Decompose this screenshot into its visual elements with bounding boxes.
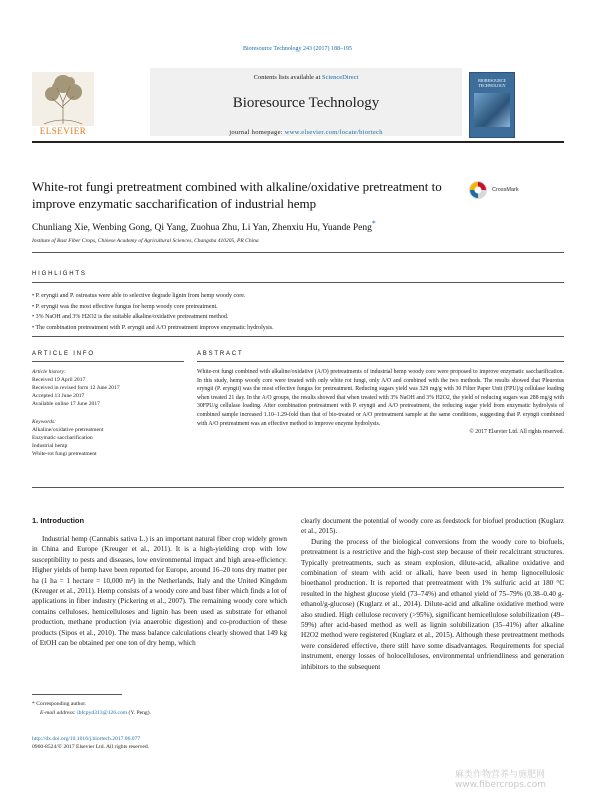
affiliation: Institute of Bast Fiber Crops, Chinese Academy of Agricultural Sciences, Changsha 410205, PR China	[32, 238, 259, 244]
intro-paragraph: clearly document the potential of woody core as feedstock for biofuel production (Kuglarz et al., 2015).	[301, 517, 564, 536]
highlight-item: • P. eryngii was the most effective fungus for hemp woody core pretreatment.	[32, 302, 564, 313]
elsevier-wordmark: ELSEVIER	[39, 126, 87, 136]
keyword-item: Enzymatic saccharification	[32, 435, 93, 441]
highlight-item: • 3% NaOH and 3% H2O2 is the suitable alkaline/oxidative pretreatment method.	[32, 312, 564, 323]
highlights-list	[32, 291, 564, 333]
history-item: Accepted 13 June 2017	[32, 393, 85, 399]
section-rule	[32, 336, 564, 337]
site-watermark: 麻类作物营养与施肥网 www.fibercrops.com	[455, 770, 546, 790]
footnote-mark: *	[32, 701, 35, 707]
article-title: White-rot fungi pretreatment combined with alkaline/oxidative pretreatment to improve enzymatic saccharification of industrial hemp	[32, 179, 442, 211]
journal-cover-thumbnail[interactable]	[469, 72, 515, 138]
keyword-item: Industrial hemp	[32, 443, 68, 449]
abstract-text: White-rot fungi combined with alkaline/oxidative (A/O) pretreatments of industrial hemp woody core were proposed to improve enzymatic saccharification. In this study, hemp woody core were treated with only white rot fungi, only A/O and combined with the two methods. The results showed that Pleurotus eryngii (P. eryngii) was the most effective fungus for pretreatment. Reducing sugars yield was 329 mg/g with 30 Filter Paper Unit (FPU)/g cellulase loading when treated 21 day. In the A/O groups, the results showed that when treated with 3% NaOH and 3% H2O2, the yield of reducing sugars was 288 mg/g with 30FPU/g cellulase loading. After combination pretreatment with P. eryngii and A/O pretreatment, the reducing sugar yield from enzymatic hydrolysis of combined sample increased 1.10–1.29-fold than that of bio-treated or A/O pretreatment sample at the same conditions, suggesting that P. eryngii combined with A/O pretreatment was an effective method to improve enzyme hydrolysis.	[197, 369, 564, 427]
journal-title: Bioresource Technology	[232, 95, 380, 111]
corresponding-author-mark[interactable]: *	[371, 219, 376, 228]
footnote	[32, 700, 292, 717]
crossmark-badge[interactable]	[468, 180, 528, 200]
contents-prefix: Contents lists available at	[253, 74, 322, 81]
header-rule	[32, 141, 564, 143]
journal-reference[interactable]: Bioresource Technology 243 (2017) 188–195	[242, 46, 353, 52]
keywords-label: Keywords:	[32, 419, 57, 425]
article-info-rule	[32, 361, 184, 362]
email-label: E-mail address:	[40, 709, 78, 716]
highlights-heading: HIGHLIGHTS	[32, 271, 87, 277]
email-suffix: (Y. Peng).	[127, 709, 151, 716]
footnote-rule	[32, 694, 122, 695]
homepage-link[interactable]: www.elsevier.com/locate/biortech	[284, 129, 383, 136]
highlight-item: • The combination pretreatment with P. eryngii and A/O pretreatment improve enzymatic hydrolysis.	[32, 323, 564, 334]
history-item: Received in revised form 12 June 2017	[32, 385, 120, 391]
abstract-rule	[197, 361, 564, 362]
body-column-right	[301, 516, 564, 672]
doi-link[interactable]: http://dx.doi.org/10.1016/j.biortech.2017.06.077	[32, 736, 141, 742]
homepage-prefix: journal homepage:	[229, 129, 285, 136]
keyword-item: Alkaline/oxidative pretreatment	[32, 427, 104, 433]
introduction-heading: 1. Introduction	[32, 516, 85, 525]
abstract-copyright: © 2017 Elsevier Ltd. All rights reserved.	[469, 429, 564, 436]
body-column-left	[32, 534, 287, 648]
corresponding-note	[32, 700, 292, 709]
sciencedirect-link[interactable]: ScienceDirect	[321, 74, 359, 81]
elsevier-tree-logo	[32, 72, 94, 126]
section-rule	[32, 487, 564, 488]
issn-line: 0960-8524/© 2017 Elsevier Ltd. All rights reserved.	[32, 744, 150, 750]
email-note	[32, 709, 292, 718]
author-list	[32, 219, 552, 233]
article-info-heading: ARTICLE INFO	[32, 351, 95, 357]
article-info-block	[32, 368, 184, 458]
email-link[interactable]: ibfcpyd313@126.com	[77, 709, 128, 716]
journal-homepage	[150, 129, 462, 136]
history-label: Article history:	[32, 369, 67, 375]
crossmark-icon	[468, 180, 488, 200]
cover-title: BIORESOURCE TECHNOLOGY	[478, 78, 506, 88]
history-item: Received 19 April 2017	[32, 377, 86, 383]
highlight-item: • P. eryngii and P. ostreatus were able to selective degrade lignin from hemp woody core.	[32, 291, 564, 302]
highlights-rule	[32, 282, 564, 283]
cover-artwork	[474, 93, 510, 127]
history-item: Available online 17 June 2017	[32, 401, 100, 407]
section-rule	[32, 252, 564, 253]
abstract-block	[197, 368, 564, 437]
keyword-item: White-rot fungi pretreatment	[32, 451, 97, 457]
crossmark-label: CrossMark	[492, 187, 519, 193]
contents-line	[150, 74, 462, 81]
intro-paragraph: During the process of the biological conversions from the woody core to biofuels, pretreatment is a restrictive and the high-cost step because of their recalcitrant structures. Typically pretreatments, such as steam explosion, dilute-acid, alkaline oxidative and combination of steam with acid or alkali, have been used in hemp lignocellulosic bioethanol production. It is reported that pretreatment with 1% sulfuric acid at 180 °C resulted in the highest glucose yield (73–74%) and ethanol yield of 75–79% (0.38–0.40 g-ethanol/g-glucose) (Kuglarz et al., 2014). Dilute-acid and alkaline oxidative method were also studied. High cellulose recovery (>95%), significant hemicellulose solubilization (49–59%) after acid-based method as well as lignin solubilization (35–41%) after alkaline H2O2 method were registered (Kuglarz et al., 2015). Although these pretreatment methods were considered effective, there still have some disadvantages. Requirements for special instrument, energy losses of holocelluloses, environmental unfriendliness and generation inhibitors to the subsequent	[301, 537, 564, 671]
intro-paragraph: Industrial hemp (Cannabis sativa L.) is an important natural fiber crop widely grown in China and Europe (Kreuger et al., 2011). It is a high-yielding crop with low susceptibility to pests and diseases, low environmental impact and high area-efficiency. Higher yields of hemp have been reported for Europe, around 16–20 tons dry matter per ha (1 ha = 1 hectare = 10,000 m²) in the Netherlands, Italy and the United Kingdom (Kreuger et al., 2011). Hemp consists of a woody core and bast fiber which finds a lot of applications in fiber industry (Pickering et al., 2007). The remaining woody core which contains celluloses, hemicelluloses and lignin has been used as substrate for ethanol production, methane production (via anaerobic digestion) and co-production of these products (Sipos et al., 2010). The mass balance calculations clearly showed that 149 kg of EtOH can be obtained per one ton of dry hemp, which	[32, 535, 287, 648]
doi-block	[32, 735, 292, 751]
footnote-label: Corresponding author.	[36, 701, 87, 707]
abstract-heading: ABSTRACT	[197, 351, 244, 357]
authors-text: Chunliang Xie, Wenbing Gong, Qi Yang, Zuohua Zhu, Li Yan, Zhenxiu Hu, Yuande Peng	[32, 223, 372, 234]
